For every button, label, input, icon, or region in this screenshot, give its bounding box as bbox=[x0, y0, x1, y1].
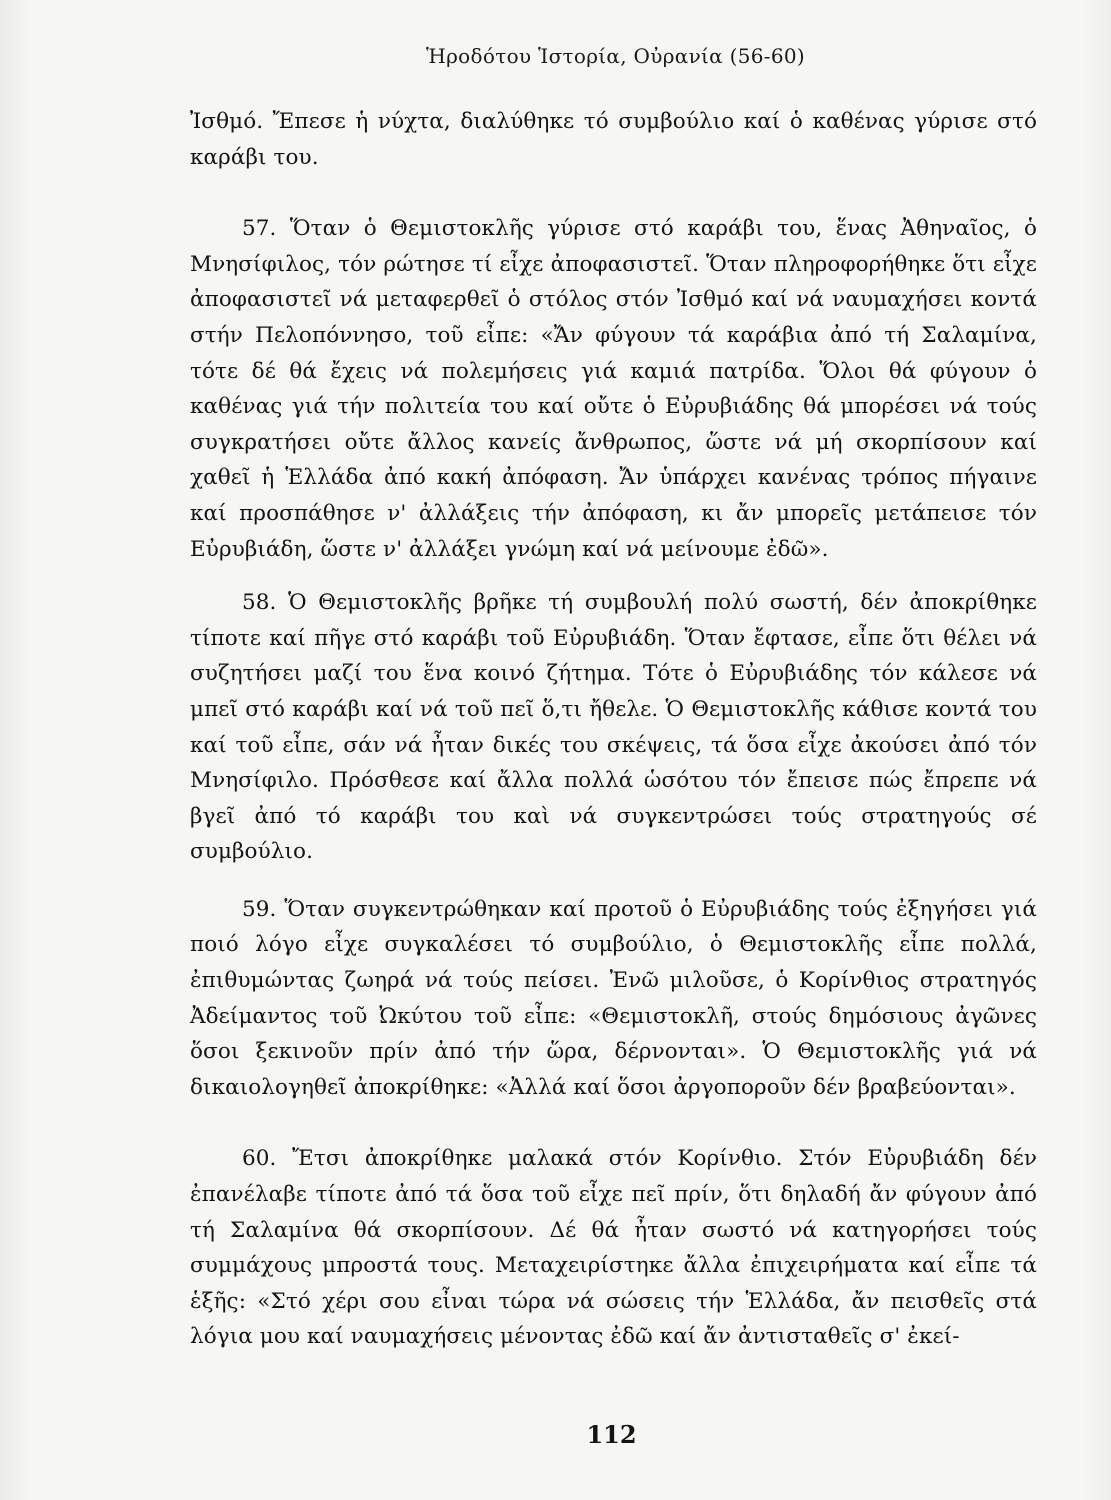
paragraph-gap bbox=[190, 175, 1037, 211]
paragraph-58: 58. Ὁ Θεμιστοκλῆς βρῆκε τή συμβουλή πολύ σωστή, δέν ἀποκρίθηκε τίποτε καί πῆγε στό καράβι τοῦ Εὐρυβιάδη. Ὅταν ἔφτασε, εἶπε ὅτι θέλει νά συζητήσει μαζί του ἕνα κοινό ζήτημα. Τότε ὁ Εὐρυβιάδης τόν κάλεσε νά μπεῖ στό καράβι καί νά τοῦ πεῖ ὅ,τι ἤθελε. Ὁ Θεμιστοκλῆς κάθισε κοντά του καί τοῦ εἶπε, σάν νά ἦταν δικές του σκέψεις, τά ὅσα εἶχε ἀκούσει ἀπό τόν Μνησίφιλο. Πρόσθεσε καί ἄλλα πολλά ὡσότου τόν ἔπεισε πώς ἔπρεπε νά βγεῖ ἀπό τό καράβι του καὶ νά συγκεντρώσει τούς στρατηγούς σέ συμβούλιο. bbox=[190, 590, 1037, 865]
page-number bbox=[0, 1420, 1111, 1449]
paragraph-57: 57. Ὅταν ὁ Θεμιστοκλῆς γύρισε στό καράβι του, ἕνας Ἀθηναῖος, ὁ Μνησίφιλος, τόν ρώτησε τί εἶχε ἀποφασιστεῖ. Ὅταν πληροφορήθηκε ὅτι εἶχε ἀποφασιστεῖ νά μεταφερθεῖ ὁ στόλος στόν Ἰσθμό καί νά ναυμαχήσει κοντά στήν Πελοπόννησο, τοῦ εἶπε: «Ἄν φύγουν τά καράβια ἀπό τή Σαλαμίνα, τότε δέ θά ἔχεις νά πολεμήσεις γιά καμιά πατρίδα. Ὅλοι θά φύγουν ὁ καθένας γιά τήν πολιτεία του καί οὔτε ὁ Εὐρυβιάδης θά μπορέσει νά τούς συγκρατήσει οὔτε ἄλλος κανείς ἄνθρωπος, ὥστε νά μή σκορπίσουν καί χαθεῖ ἡ Ἑλλάδα ἀπό κακή ἀπόφαση. Ἄν ὑπάρχει κανένας τρόπος πήγαινε καί προσπάθησε ν' ἀλλάξεις τήν ἀπόφαση, κι ἄν μπορεῖς μετάπεισε τόν Εὐρυβιάδη, ὥστε ν' ἀλλάξει γνώμη καί νά μείνουμε ἐδῶ». bbox=[190, 216, 1037, 562]
paragraph-60: 60. Ἔτσι ἀποκρίθηκε μαλακά στόν Κορίνθιο. Στόν Εὐρυβιάδη δέν ἐπανέλαβε τίποτε ἀπό τά ὅσα τοῦ εἶχε πεῖ πρίν, ὅτι δηλαδή ἄν φύγουν ἀπό τή Σαλαμίνα θά σκορπίσουν. Δέ θά ἦταν σωστό νά κατηγορήσει τούς συμμάχους μπροστά τους. Μεταχειρίστηκε ἄλλα ἐπιχειρήματα καί εἶπε τά ἑξῆς: «Στό χέρι σου εἶναι τώρα νά σώσεις τήν Ἑλλάδα, ἄν πεισθεῖς στά λόγια μου καί ναυμαχήσεις μένοντας ἐδῶ καί ἄν ἀντισταθεῖς σ' ἐκεί- bbox=[190, 1146, 1037, 1350]
paragraph-gap bbox=[190, 870, 1037, 892]
body-text bbox=[190, 104, 1037, 1355]
running-head bbox=[0, 44, 1111, 68]
paragraph-continuation: Ἰσθμό. Ἔπεσε ἡ νύχτα, διαλύθηκε τό συμβούλιο καί ὁ καθένας γύρισε στό καράβι του. bbox=[190, 109, 1037, 170]
running-head-text: Ἡροδότου Ἱστορία, Οὐρανία (56-60) bbox=[425, 44, 805, 68]
paragraph-59: 59. Ὅταν συγκεντρώθηκαν καί προτοῦ ὁ Εὐρυβιάδης τούς ἐξηγήσει γιά ποιό λόγο εἶχε συγκαλέσει τό συμβούλιο, ὁ Θεμιστοκλῆς εἶπε πολλά, ἐπιθυμώντας ζωηρά νά τούς πείσει. Ἐνῶ μιλοῦσε, ὁ Κορίνθιος στρατηγός Ἀδείμαντος τοῦ Ὠκύτου τοῦ εἶπε: «Θεμιστοκλῆ, στούς δημόσιους ἀγῶνες ὅσοι ξεκινοῦν πρίν ἀπό τήν ὥρα, δέρνονται». Ὁ Θεμιστοκλῆς γιά νά δικαιολογηθεῖ ἀποκρίθηκε: «Ἀλλά καί ὅσοι ἀργοποροῦν δέν βραβεύονται». bbox=[190, 896, 1037, 1100]
paragraph-gap bbox=[190, 1105, 1037, 1141]
page-number-text: 112 bbox=[586, 1420, 637, 1449]
paragraph-gap bbox=[190, 567, 1037, 585]
